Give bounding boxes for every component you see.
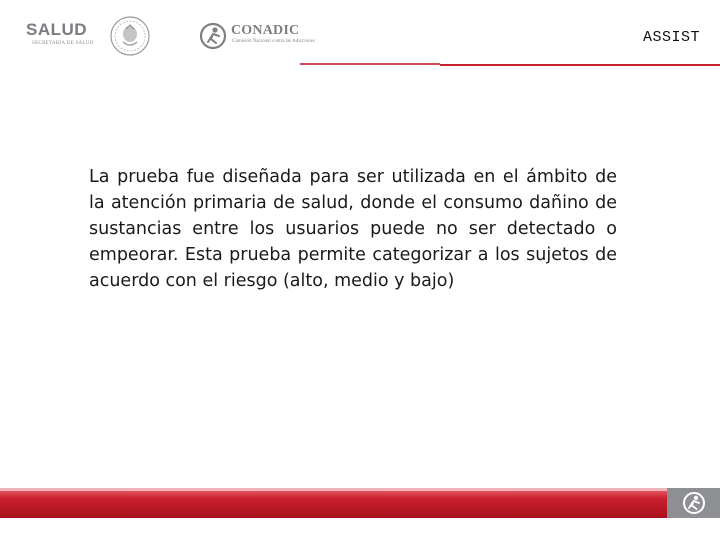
conadic-logo-subtitle: Comisión Nacional contra las Adicciones xyxy=(232,39,315,44)
salud-logo-name: SALUD xyxy=(26,20,88,39)
salud-logo xyxy=(26,20,104,50)
page-title: ASSIST xyxy=(642,29,700,46)
conadic-logo xyxy=(199,22,315,50)
header-divider xyxy=(300,63,720,66)
conadic-logo-icon xyxy=(199,22,229,50)
body-paragraph: La prueba fue diseñada para ser utilizada en el ámbito de la atención primaria de salud, donde el consumo dañino de sustancias entre los usuarios puede no ser detectado o empeorar. Esta prueba permite categorizar a los sujetos de acuerdo con el riesgo (alto, medio y bajo) xyxy=(89,167,617,291)
footer-bar xyxy=(0,488,720,518)
conadic-logo-name: CONADIC xyxy=(231,23,300,38)
salud-logo-subtitle: SECRETARÍA DE SALUD xyxy=(32,41,94,46)
conadic-figure-icon xyxy=(681,491,707,515)
mexico-coat-of-arms-icon xyxy=(109,15,151,57)
footer-logo-tile xyxy=(667,488,720,518)
